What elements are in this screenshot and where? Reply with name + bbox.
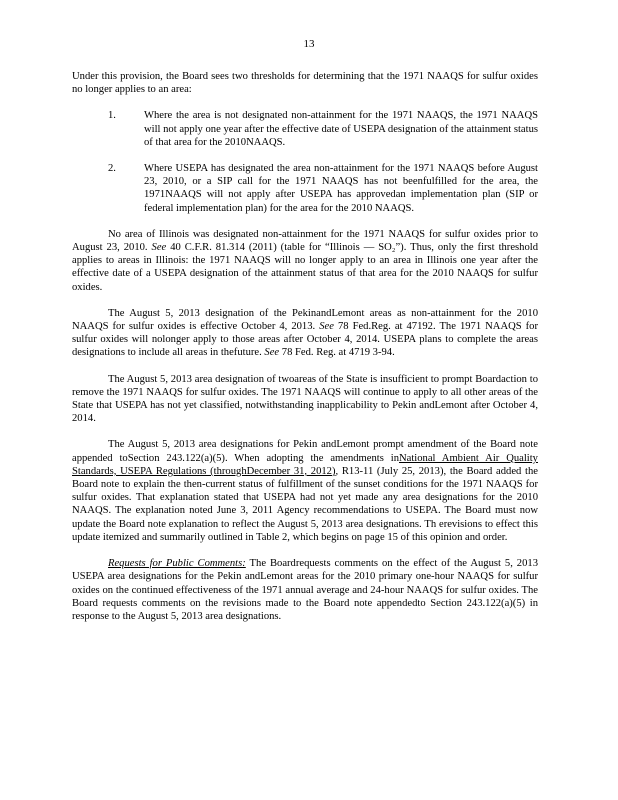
- paragraph-text: No area of Illinois was designated non-attainment for the 1971 NAAQS for sulfur oxides prior to August 23, 2010.: [72, 228, 538, 254]
- list-item-number: 1.: [108, 110, 116, 122]
- paragraph-text: , R13-11 (July 25, 2013), the Board added the Board note to explain the then-current status of fulfillment of the sunset conditions for the 1971 NAAQS for sulfur oxides. That explanation stated that USEPA had not yet made any area designations for the 2010 NAAQS. The explanation noted June 3, 2011 Agency recommendations to USEPA. The Board must now update the Board note explanation to reflect the August 5, 2013 area designations. Th erevisions to effect this update itemized and summarily outlined in Table 2, which begins on page 15 of this opinion and order.: [72, 465, 538, 543]
- paragraph-text: 78 Fed. Reg. at 4719 3-94.: [281, 347, 395, 359]
- paragraph-text: The August 5, 2013 designation of the PekinandLemont areas as non-attainment for the 2010 NAAQS for sulfur oxides is effective October 4, 2013.: [72, 307, 538, 333]
- citation-signal: See: [151, 242, 167, 254]
- paragraph-insufficient-designation: The August 5, 2013 area designation of twoareas of the State is insufficient to prompt Boardaction to remove the 1971 NAAQS for sulfur oxides. The 1971 NAAQS will continue to apply to all other areas of the State that USEPA has not yet classified, notwithstanding inapplicability to Pekin andLemont after October 4, 2014.: [72, 373, 538, 425]
- paragraph-illinois-designation: [72, 228, 538, 294]
- list-item-number: 2.: [108, 163, 116, 175]
- section-heading: Requests for Public Comments:: [108, 558, 246, 570]
- threshold-list: [72, 109, 538, 214]
- paragraph-text: 78 Fed.Reg. at 47192. The 1971 NAAQS for sulfur oxides will nolonger apply to those areas after October 4, 2014. USEPA plans to complete the areas designations to include all areas in thefuture.: [72, 321, 539, 359]
- citation-signal: See: [319, 321, 334, 333]
- list-item: [72, 162, 538, 215]
- citation-signal: See: [264, 347, 280, 359]
- paragraph-text: 40 C.F.R. 81.314 (2011) (table for “Illinois — SO₂”). Thus, only the first threshold applies to areas in Illinois: the 1971 NAAQS will no longer apply to an area in Illinois one year after the effective date of a USEPA designation of the attainment status of that area for the 2010 NAAQS for sulfur oxides.: [72, 242, 538, 293]
- list-item-text: Where the area is not designated non-attainment for the 1971 NAAQS, the 1971 NAAQS will not apply one year after the effective date of USEPA designation of the attainment status of that area for the 2010NAAQS.: [144, 110, 538, 148]
- paragraph-pekin-lemont-designation: [72, 307, 538, 360]
- page-number: 13: [303, 38, 315, 50]
- intro-paragraph: Under this provision, the Board sees two thresholds for determining that the 1971 NAAQS for sulfur oxides no longer applies to an area:: [72, 71, 538, 96]
- document-body: [72, 70, 538, 636]
- paragraph-board-note-amendment: [72, 438, 538, 544]
- paragraph-public-comments: [72, 557, 538, 623]
- paragraph-text: The August 5, 2013 area designations for Pekin andLemont prompt amendment of the Board note appended toSection 243.122(a)(5). When adopting the amendments in: [72, 439, 538, 464]
- paragraph-text: The Boardrequests comments on the effect of the August 5, 2013 USEPA area designations for the Pekin andLemont areas for the 2010 primary one-hour NAAQS for sulfur oxides on the continued effectiveness of the 1971 annual average and 24-hour NAAQS for sulfur oxides. The Board requests comments on the revisions made to the Board note appendedto Section 243.122(a)(5) in response to the August 5, 2013 area designations.: [72, 558, 538, 622]
- list-item-text: Where USEPA has designated the area non-attainment for the 1971 NAAQS before August 23, 2010, or a SIP call for the 1971 NAAQS has not beenfulfilled for the area, the 1971NAAQS will not apply after USEPA has approvedan implementation plan (SIP or federal implementation plan) for the area for the 2010 NAAQS.: [144, 163, 538, 214]
- case-title: National Ambient Air Quality Standards, USEPA Regulations (throughDecember 31, 2012): [72, 452, 538, 477]
- list-item: [72, 109, 538, 149]
